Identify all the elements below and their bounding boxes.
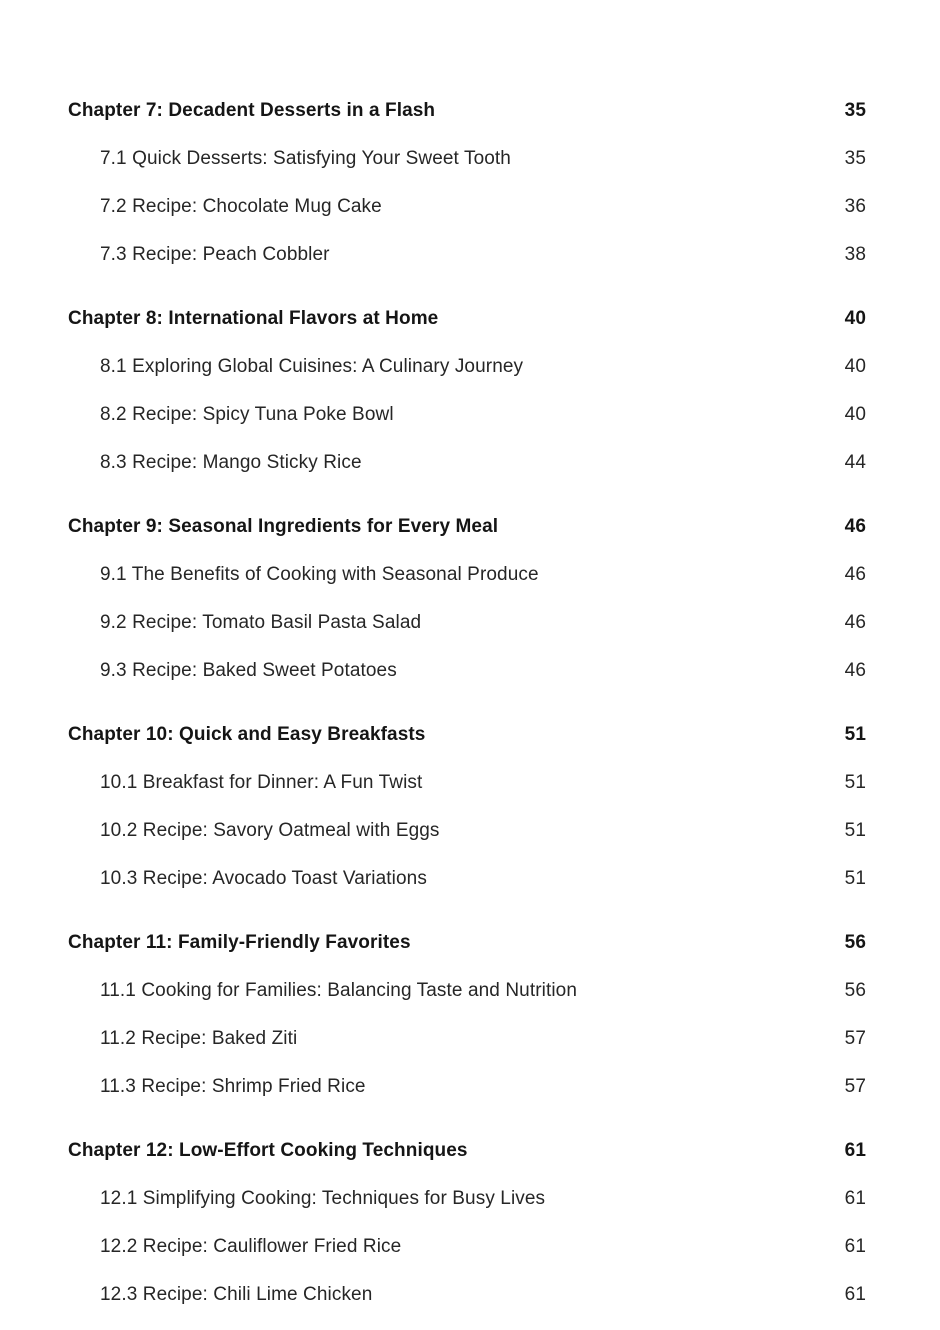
toc-item-title: 9.3 Recipe: Baked Sweet Potatoes	[100, 660, 397, 681]
toc-chapter-row	[68, 1127, 866, 1175]
toc-item-title: 7.3 Recipe: Peach Cobbler	[100, 244, 330, 265]
table-of-contents	[68, 87, 866, 1319]
toc-section-items	[68, 1175, 866, 1319]
toc-section-items	[68, 967, 866, 1111]
toc-item-row	[68, 1271, 866, 1319]
toc-item-row	[68, 231, 866, 279]
toc-item-page-number: 46	[844, 660, 866, 681]
toc-item-row	[68, 599, 866, 647]
toc-item-row	[68, 967, 866, 1015]
toc-section-items	[68, 759, 866, 903]
toc-item-page-number: 36	[844, 196, 866, 217]
toc-item-page-number: 38	[844, 244, 866, 265]
toc-item-title: 9.1 The Benefits of Cooking with Seasonal Produce	[100, 564, 539, 585]
toc-section	[68, 87, 866, 279]
toc-item-page-number: 40	[844, 404, 866, 425]
chapter-page-number: 35	[844, 100, 866, 121]
chapter-title: Chapter 11: Family-Friendly Favorites	[68, 932, 411, 953]
toc-item-title: 10.2 Recipe: Savory Oatmeal with Eggs	[100, 820, 440, 841]
toc-item-page-number: 57	[844, 1028, 866, 1049]
toc-item-page-number: 51	[844, 820, 866, 841]
chapter-title: Chapter 8: International Flavors at Home	[68, 308, 439, 329]
toc-chapter-row	[68, 503, 866, 551]
toc-item-title: 8.1 Exploring Global Cuisines: A Culinary Journey	[100, 356, 524, 377]
toc-item-title: 11.1 Cooking for Families: Balancing Taste and Nutrition	[100, 980, 577, 1001]
toc-item-page-number: 61	[844, 1236, 866, 1257]
toc-item-row	[68, 551, 866, 599]
chapter-page-number: 56	[844, 932, 866, 953]
toc-item-page-number: 61	[844, 1284, 866, 1305]
toc-item-page-number: 61	[844, 1188, 866, 1209]
toc-item-title: 11.2 Recipe: Baked Ziti	[100, 1028, 298, 1049]
chapter-title: Chapter 12: Low-Effort Cooking Techniques	[68, 1140, 468, 1161]
toc-item-row	[68, 183, 866, 231]
toc-item-title: 12.2 Recipe: Cauliflower Fried Rice	[100, 1236, 402, 1257]
chapter-title: Chapter 9: Seasonal Ingredients for Every Meal	[68, 516, 499, 537]
toc-section-items	[68, 135, 866, 279]
toc-item-row	[68, 759, 866, 807]
toc-item-row	[68, 855, 866, 903]
toc-item-page-number: 51	[844, 868, 866, 889]
chapter-page-number: 61	[844, 1140, 866, 1161]
toc-item-page-number: 35	[844, 148, 866, 169]
toc-section	[68, 503, 866, 695]
toc-section	[68, 711, 866, 903]
toc-section-items	[68, 551, 866, 695]
toc-item-row	[68, 439, 866, 487]
toc-item-row	[68, 647, 866, 695]
toc-item-title: 7.2 Recipe: Chocolate Mug Cake	[100, 196, 382, 217]
chapter-page-number: 51	[844, 724, 866, 745]
toc-item-title: 7.1 Quick Desserts: Satisfying Your Sweet Tooth	[100, 148, 511, 169]
toc-item-row	[68, 343, 866, 391]
toc-item-row	[68, 807, 866, 855]
toc-item-title: 11.3 Recipe: Shrimp Fried Rice	[100, 1076, 366, 1097]
toc-item-row	[68, 135, 866, 183]
toc-item-page-number: 56	[844, 980, 866, 1001]
toc-item-page-number: 46	[844, 612, 866, 633]
chapter-title: Chapter 7: Decadent Desserts in a Flash	[68, 100, 436, 121]
toc-item-title: 12.3 Recipe: Chili Lime Chicken	[100, 1284, 373, 1305]
toc-item-page-number: 40	[844, 356, 866, 377]
toc-item-page-number: 57	[844, 1076, 866, 1097]
toc-item-page-number: 51	[844, 772, 866, 793]
toc-chapter-row	[68, 87, 866, 135]
toc-item-title: 10.1 Breakfast for Dinner: A Fun Twist	[100, 772, 423, 793]
chapter-title: Chapter 10: Quick and Easy Breakfasts	[68, 724, 426, 745]
toc-item-row	[68, 1015, 866, 1063]
toc-item-title: 12.1 Simplifying Cooking: Techniques for Busy Lives	[100, 1188, 546, 1209]
toc-section	[68, 919, 866, 1111]
toc-chapter-row	[68, 919, 866, 967]
toc-section	[68, 1127, 866, 1319]
chapter-page-number: 40	[844, 308, 866, 329]
toc-item-row	[68, 1223, 866, 1271]
toc-chapter-row	[68, 711, 866, 759]
toc-item-title: 10.3 Recipe: Avocado Toast Variations	[100, 868, 427, 889]
toc-item-row	[68, 1175, 866, 1223]
toc-item-row	[68, 1063, 866, 1111]
toc-item-title: 8.3 Recipe: Mango Sticky Rice	[100, 452, 362, 473]
toc-item-title: 8.2 Recipe: Spicy Tuna Poke Bowl	[100, 404, 394, 425]
toc-item-page-number: 44	[844, 452, 866, 473]
toc-section	[68, 295, 866, 487]
toc-item-title: 9.2 Recipe: Tomato Basil Pasta Salad	[100, 612, 422, 633]
toc-chapter-row	[68, 295, 866, 343]
toc-item-page-number: 46	[844, 564, 866, 585]
toc-section-items	[68, 343, 866, 487]
toc-item-row	[68, 391, 866, 439]
chapter-page-number: 46	[844, 516, 866, 537]
